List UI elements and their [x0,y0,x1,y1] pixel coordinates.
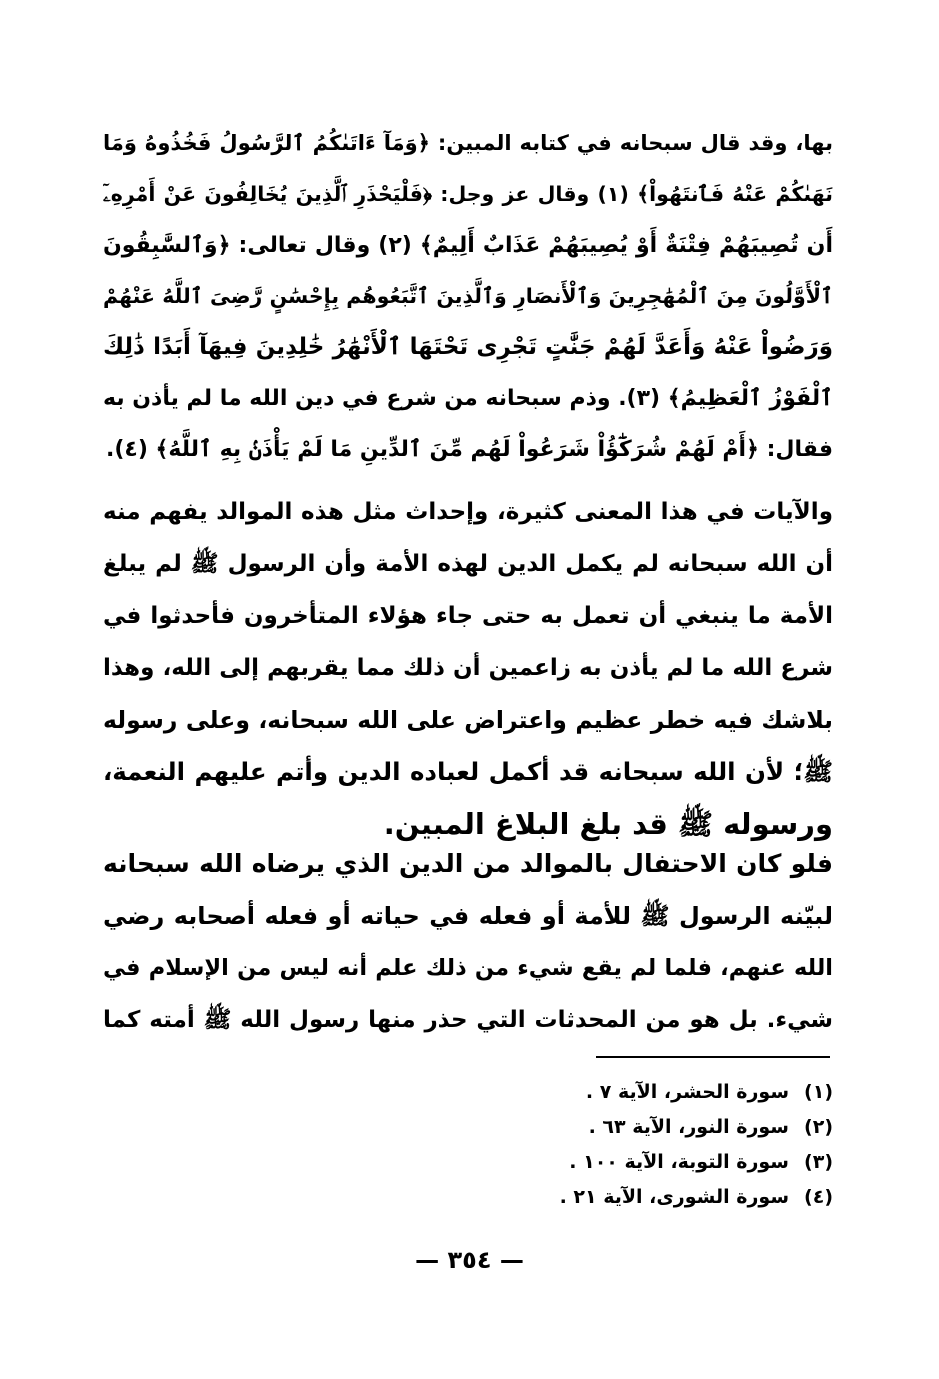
footnote-text: سورة النور، الآية ٦٣ . [588,1115,789,1138]
footnote [433,1109,833,1144]
footnote [433,1074,833,1109]
text-line: الله عنهم، فلما لم يقع شيء من ذلك علم أنه ليس من الإسلام في [103,955,833,981]
text-line: ورسوله ﷺ قد بلغ البلاغ المبين. [383,807,833,841]
text-line: ٱلْفَوْزُ ٱلْعَظِيمُ﴾ (٣). وذم سبحانه من شرع في دين الله ما لم يأذن به [103,386,833,411]
footnote-text: سورة الحشر، الآية ٧ . [585,1080,789,1103]
footnote-text: سورة التوبة، الآية ١٠٠ . [569,1150,789,1173]
footnote-text: سورة الشورى، الآية ٢١ . [559,1185,789,1208]
footnotes [433,1074,833,1214]
text-line: ﷺ؛ لأن الله سبحانه قد أكمل لعباده الدين وأتم عليهم النعمة، [103,757,833,786]
text-line: وَرَضُواْ عَنْهُ وَأَعَدَّ لَهُمْ جَنَّٰتٍ تَجْرِى تَحْتَهَا ٱلْأَنْهَٰرُ خَٰلِدِينَ فِيهَآ أَبَدًا ذَٰلِكَ [103,334,833,360]
text-line: بلاشك فيه خطر عظيم واعتراض على الله سبحانه، وعلى رسوله [103,706,833,734]
text-line: شيء. بل هو من المحدثات التي حذر منها رسول الله ﷺ أمته كما [103,1007,833,1033]
text-line: بها، وقد قال سبحانه في كتابه المبين: ﴿وَمَآ ءَاتَىٰكُمُ ٱلرَّسُولُ فَخُذُوهُ وَمَا [103,131,833,155]
footnote-number: (١) [804,1080,833,1103]
text-line: نَهَىٰكُمْ عَنْهُ فَٱنتَهُواْ﴾ (١) وقال عز وجل: ﴿فَلْيَحْذَرِ ٱلَّذِينَ يُخَالِفُونَ عَنْ أَمْرِهِۦٓ [103,182,833,206]
text-line: أَن تُصِيبَهُمْ فِتْنَةٌ أَوْ يُصِيبَهُمْ عَذَابٌ أَلِيمٌ﴾ (٢) وقال تعالى: ﴿وَٱلسَّٰبِقُونَ [103,233,833,258]
paragraph-quran-citations [103,118,833,475]
footnote-number: (٢) [804,1115,833,1138]
text-line: والآيات في هذا المعنى كثيرة، وإحداث مثل هذه الموالد يفهم منه [103,499,833,525]
footnote [433,1179,833,1214]
footnote-number: (٤) [804,1185,833,1208]
text-line: فلو كان الاحتفال بالموالد من الدين الذي يرضاه الله سبحانه [103,849,833,878]
text-line: ٱلْأَوَّلُونَ مِنَ ٱلْمُهَٰجِرِينَ وَٱلْأَنصَارِ وَٱلَّذِينَ ٱتَّبَعُوهُم بِإِحْسَٰنٍ رَّضِىَ ٱللَّهُ عَنْهُمْ [103,284,833,308]
footnote-divider [596,1056,830,1058]
text-line: لبيّنه الرسول ﷺ للأمة أو فعله في حياته أو فعله أصحابه رضي [103,902,833,930]
page-number: — ٣٥٤ — [415,1246,524,1274]
paragraph-mawlid-innovation [103,486,833,850]
text-line: شرع الله ما لم يأذن به زاعمين أن ذلك مما يقربهم إلى الله، وهذا [103,655,833,681]
footnote-number: (٣) [804,1150,833,1173]
text-line: فقال: ﴿أَمْ لَهُمْ شُرَكَٰٓؤُاْ شَرَعُواْ لَهُم مِّنَ ٱلدِّينِ مَا لَمْ يَأْذَنۢ بِهِ ٱللَّهُ﴾ (٤). [105,437,833,462]
text-line: أن الله سبحانه لم يكمل الدين لهذه الأمة وأن الرسول ﷺ لم يبلغ [103,551,833,577]
text-line: الأمة ما ينبغي أن تعمل به حتى جاء هؤلاء المتأخرون فأحدثوا في [103,603,833,629]
paragraph-celebration-argument [103,838,833,1046]
footnote [433,1144,833,1179]
